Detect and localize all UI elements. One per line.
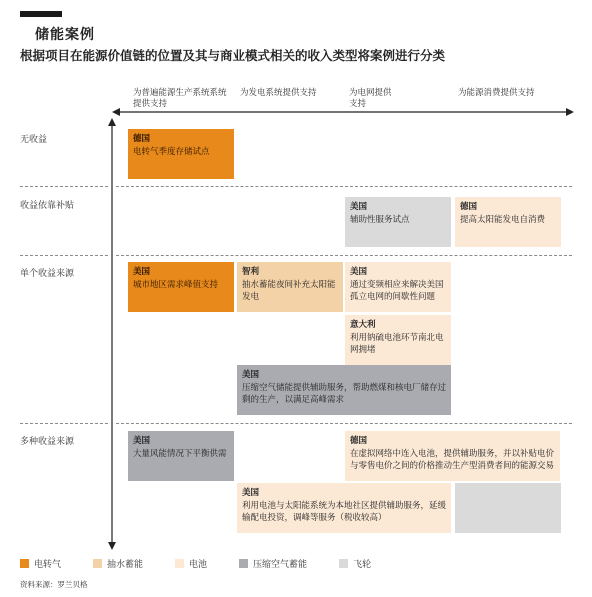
case-country: 德国 xyxy=(460,202,478,212)
case-description: 大量风能情况下平衡供需 xyxy=(133,449,227,459)
column-header-grid: 为电网提供支持 xyxy=(349,88,392,109)
column-header-power-plant: 为发电系统提供支持 xyxy=(240,88,317,98)
legend-swatch xyxy=(93,559,102,568)
x-axis-arrow-left xyxy=(112,108,120,116)
case-description: 在虚拟网络中连入电池，提供辅助服务，并以补贴电价与零售电价之间的价格推动生产型消费者间的能源交易 xyxy=(350,449,555,471)
legend-item-battery xyxy=(175,557,207,570)
row-divider-left xyxy=(20,255,108,256)
page-subtitle: 根据项目在能源价值链的位置及其与商业模式相关的收入类型将案例进行分类 xyxy=(20,48,446,63)
case-country: 德国 xyxy=(350,436,368,446)
case-box-italy-nas-battery xyxy=(345,315,451,365)
case-box-germany-power-to-gas xyxy=(128,129,234,179)
case-box-us-caes xyxy=(237,365,451,415)
legend xyxy=(20,557,371,570)
case-country: 美国 xyxy=(133,436,151,446)
case-box-germany-solar-self-consumption xyxy=(455,197,561,247)
row-divider-right xyxy=(116,186,572,187)
case-description: 抽水蓄能夜间补充太阳能发电 xyxy=(242,280,336,302)
row-divider-left xyxy=(20,186,108,187)
y-axis-arrow-top xyxy=(108,118,116,126)
case-description: 利用电池与太阳能系统为本地社区提供辅助服务，延缓输配电投资，调峰等服务（税收较高） xyxy=(242,501,447,523)
column-header-consumption: 为能源消费提供支持 xyxy=(458,88,535,98)
case-description: 通过变频相应来解决美国孤立电网的间歇性问题 xyxy=(350,280,444,302)
case-box-us-ancillary-pilot xyxy=(345,197,451,247)
case-box-us-wind-balancing xyxy=(128,431,234,481)
case-box-flywheel-placeholder xyxy=(455,483,561,533)
case-country: 美国 xyxy=(350,267,368,277)
legend-item-pumped-hydro xyxy=(93,557,143,570)
legend-item-power-to-gas xyxy=(20,557,61,570)
case-description: 电转气季度存储试点 xyxy=(133,147,210,157)
case-box-us-isolated-grid xyxy=(345,262,451,312)
case-country: 德国 xyxy=(133,134,151,144)
x-axis-arrow-right xyxy=(566,108,574,116)
legend-swatch xyxy=(339,559,348,568)
legend-swatch xyxy=(20,559,29,568)
row-divider-left xyxy=(20,423,108,424)
legend-item-caes xyxy=(239,557,307,570)
legend-label: 电池 xyxy=(189,560,208,570)
case-country: 智利 xyxy=(242,267,260,277)
legend-label: 飞轮 xyxy=(353,560,372,570)
legend-label: 抽水蓄能 xyxy=(107,560,144,570)
row-header-subsidy: 收益依靠补贴 xyxy=(20,201,75,211)
source-note: 资料来源：罗兰贝格 xyxy=(20,580,88,589)
case-country: 美国 xyxy=(242,488,260,498)
page-title: 储能案例 xyxy=(35,27,95,43)
case-box-chile-pumped-hydro xyxy=(237,262,343,312)
y-axis-arrow-bottom xyxy=(108,542,116,550)
row-header-single-source: 单个收益来源 xyxy=(20,269,75,279)
row-divider-right xyxy=(116,423,572,424)
legend-label: 电转气 xyxy=(34,560,62,570)
case-country: 美国 xyxy=(350,202,368,212)
legend-swatch xyxy=(175,559,184,568)
column-header-generation-system: 为普遍能源生产系统系统提供支持 xyxy=(133,88,227,109)
legend-swatch xyxy=(239,559,248,568)
case-country: 意大利 xyxy=(350,320,376,330)
legend-label: 压缩空气蓄能 xyxy=(253,560,308,570)
case-country: 美国 xyxy=(133,267,151,277)
case-description: 辅助性服务试点 xyxy=(350,215,410,225)
case-description: 提高太阳能发电自消费 xyxy=(460,215,546,225)
legend-item-flywheel xyxy=(339,557,371,570)
case-box-us-urban-peak xyxy=(128,262,234,312)
row-header-multiple-sources: 多种收益来源 xyxy=(20,437,75,447)
row-header-no-revenue: 无收益 xyxy=(20,135,48,145)
row-divider-right xyxy=(116,255,572,256)
case-country: 美国 xyxy=(242,370,260,380)
case-box-us-community-battery-solar xyxy=(237,483,451,533)
case-description: 城市地区需求峰值支持 xyxy=(133,280,219,290)
case-description: 压缩空气储能提供辅助服务，帮助燃煤和核电厂储存过剩的生产，以满足高峰需求 xyxy=(242,383,447,405)
case-description: 利用钠硫电池环节南北电网拥堵 xyxy=(350,333,444,355)
case-box-germany-virtual-network xyxy=(345,431,560,481)
